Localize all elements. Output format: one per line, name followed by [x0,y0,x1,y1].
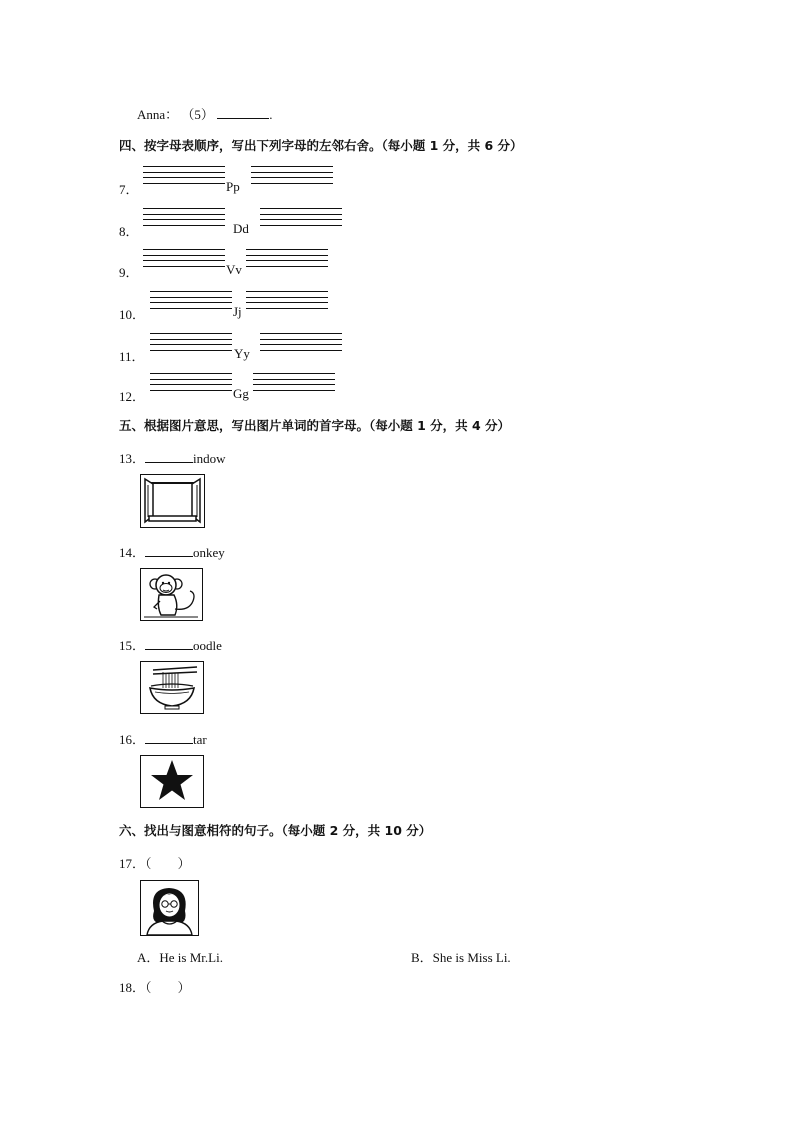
right-writing-lines[interactable] [260,333,342,355]
question-13 [119,448,226,467]
left-writing-lines[interactable] [143,249,225,271]
answer-parentheses[interactable]: （ ） [145,856,191,871]
girl-with-glasses-icon [140,880,199,936]
answer-parentheses[interactable]: （ ） [145,980,191,995]
section-5-title: 五、根据图片意思，写出图片单词的首字母。（每小题 1 分，共 4 分） [119,418,511,433]
given-letters: Dd [233,221,249,236]
answer-blank[interactable] [145,462,193,463]
answer-blank[interactable] [217,118,269,119]
right-writing-lines[interactable] [246,249,328,271]
question-number: 10． [119,307,146,322]
question-number: 17． [119,856,146,871]
question-number: 7． [119,182,139,197]
question-number: 8． [119,224,139,239]
question-number: 11． [119,349,145,364]
left-writing-lines[interactable] [143,208,225,230]
word-suffix: oodle [193,638,222,653]
word-suffix: onkey [193,545,225,560]
question-number: 13． [119,451,146,466]
question-number: 9． [119,265,139,280]
option-b[interactable]: B．She is Miss Li. [411,950,511,965]
question-14 [119,542,225,561]
left-writing-lines[interactable] [150,291,232,313]
right-writing-lines[interactable] [251,166,333,188]
answer-blank[interactable] [145,649,193,650]
question-15 [119,635,222,654]
question-17 [119,853,191,872]
question-number: 18． [119,980,146,995]
answer-blank[interactable] [145,743,193,744]
right-writing-lines[interactable] [253,373,335,395]
option-a[interactable]: A．He is Mr.Li. [137,950,223,965]
section-4-title: 四、按字母表顺序，写出下列字母的左邻右舍。（每小题 1 分，共 6 分） [119,138,523,153]
given-letters: Gg [233,386,249,401]
section-6-title: 六、找出与图意相符的句子。（每小题 2 分，共 10 分） [119,823,432,838]
anna-answer-line: Anna： （5） . [137,107,273,122]
star-icon [140,755,204,808]
monkey-icon [140,568,203,621]
given-letters: Jj [233,304,242,319]
item-number: （5） [181,107,214,122]
question-number: 16． [119,732,146,747]
question-number: 14． [119,545,146,560]
question-16 [119,729,207,748]
question-18 [119,977,191,996]
window-icon [140,474,205,528]
question-number: 15． [119,638,146,653]
right-writing-lines[interactable] [246,291,328,313]
given-letters: Vv [226,262,242,277]
speaker-label: Anna： [137,107,179,122]
word-suffix: tar [193,732,207,747]
given-letters: Pp [226,179,240,194]
noodle-bowl-icon [140,661,204,714]
given-letters: Yy [234,346,250,361]
question-number: 12． [119,389,146,404]
left-writing-lines[interactable] [150,373,232,395]
left-writing-lines[interactable] [150,333,232,355]
answer-blank[interactable] [145,556,193,557]
word-suffix: indow [193,451,226,466]
right-writing-lines[interactable] [260,208,342,230]
left-writing-lines[interactable] [143,166,225,188]
